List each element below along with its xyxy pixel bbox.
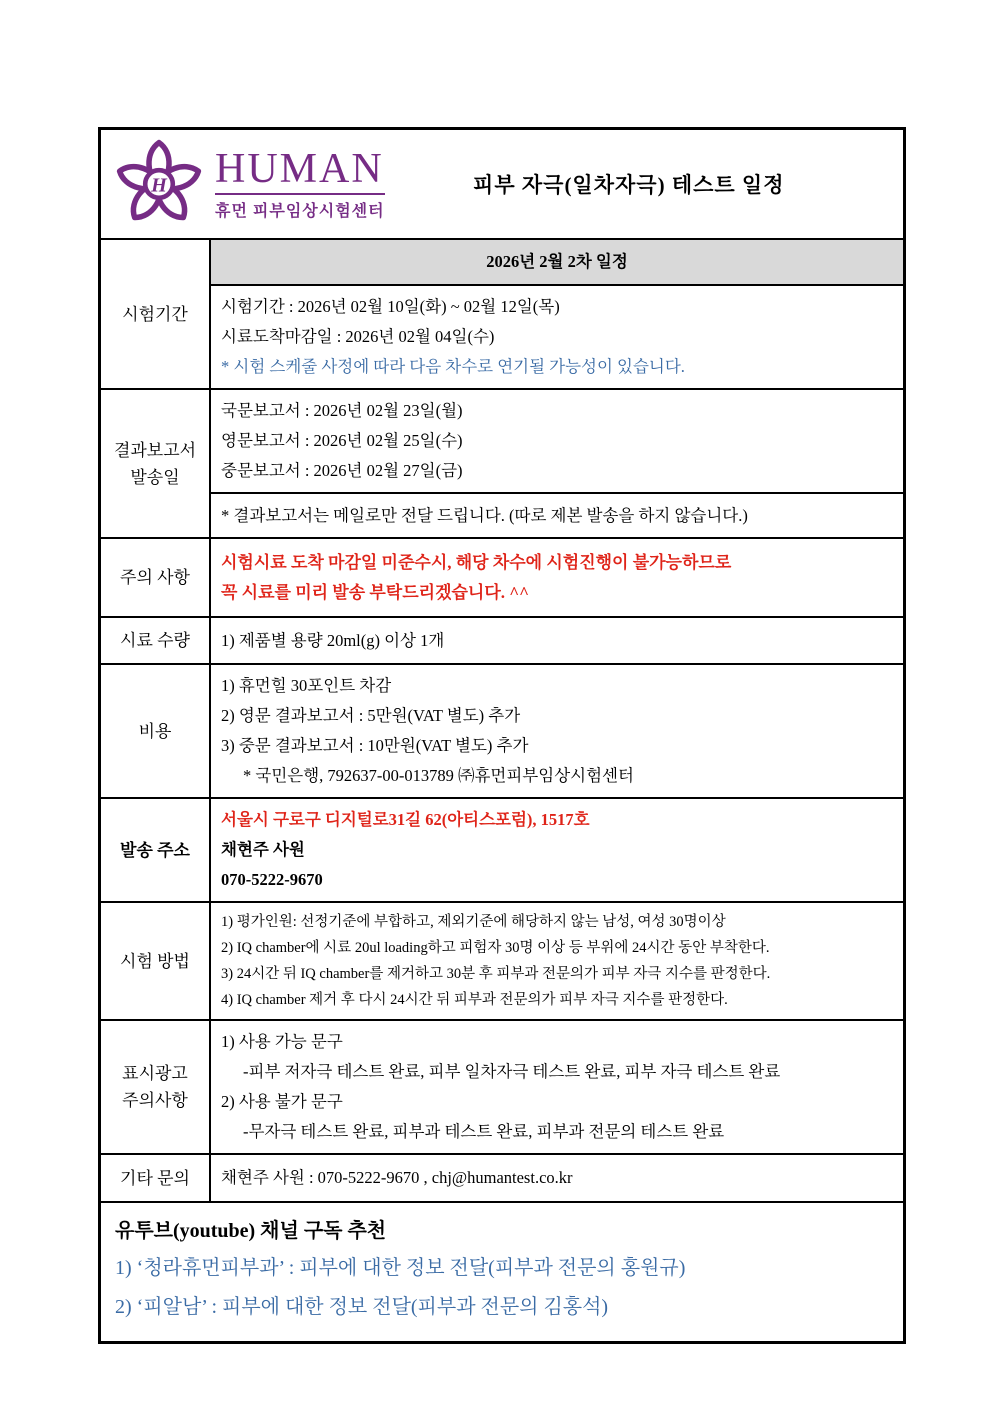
row-content [211, 1155, 903, 1201]
row-label-line: 기타 문의 [120, 1168, 190, 1188]
table-row [101, 1155, 903, 1203]
row-content [211, 799, 903, 901]
row-cell [211, 665, 903, 797]
text-line: -무자극 테스트 완료, 피부과 테스트 완료, 피부과 전문의 테스트 완료 [243, 1122, 725, 1141]
page-title: 피부 자극(일차자극) 테스트 일정 [473, 173, 785, 197]
text-line: 070-5222-9670 [221, 870, 323, 889]
youtube-channel-1: 1) ‘청라휴먼피부과’ : 피부에 대한 정보 전달(피부과 전문의 홍원규) [115, 1257, 686, 1279]
row-label [101, 240, 211, 388]
text-line: 시료도착마감일 : 2026년 02월 04일(수) [221, 327, 495, 346]
text-line: 시험시료 도착 마감일 미준수시, 해당 차수에 시험진행이 불가능하므로 [221, 552, 732, 572]
row-content [211, 390, 903, 537]
text-line: 서울시 구로구 디지털로31길 62(아티스포럼), 1517호 [221, 810, 590, 829]
text-line: * 시험 스케줄 사정에 따라 다음 차수로 연기될 가능성이 있습니다. [221, 357, 685, 376]
table-row [101, 618, 903, 665]
row-label [101, 903, 211, 1019]
row-content [211, 1021, 903, 1153]
brand-name: HUMAN [215, 146, 384, 192]
row-content [211, 618, 903, 663]
brand-subtitle: 휴먼 피부임상시험센터 [215, 193, 385, 221]
row-label [101, 390, 211, 537]
youtube-recommendation [101, 1203, 903, 1341]
table-row [101, 903, 903, 1021]
table-row [101, 539, 903, 618]
text-line: 1) 제품별 용량 20ml(g) 이상 1개 [221, 630, 445, 650]
row-label [101, 1021, 211, 1153]
text-line: 4) IQ chamber 제거 후 다시 24시간 뒤 피부과 전문의가 피부 자극 지수를 판정한다. [221, 992, 728, 1008]
logo-text [215, 147, 385, 221]
row-cell [211, 1155, 903, 1201]
row-cell [211, 284, 903, 388]
table-row [101, 665, 903, 799]
text-line: 1) 사용 가능 문구 [221, 1032, 343, 1051]
row-cell [211, 492, 903, 537]
row-label-line: 시험 방법 [120, 951, 190, 971]
text-line: 2026년 2월 2차 일정 [486, 252, 628, 271]
row-cell [211, 799, 903, 901]
text-line: 영문보고서 : 2026년 02월 25일(수) [221, 431, 463, 450]
table-row [101, 1021, 903, 1155]
row-label-line: 주의 사항 [120, 568, 190, 587]
text-line: 2) 사용 불가 문구 [221, 1092, 343, 1111]
row-content [211, 665, 903, 797]
row-cell [211, 903, 903, 1019]
row-label [101, 1155, 211, 1201]
text-line: -피부 저자극 테스트 완료, 피부 일차자극 테스트 완료, 피부 자극 테스트 완료 [243, 1062, 781, 1081]
row-label [101, 618, 211, 663]
svg-text:H: H [151, 174, 167, 197]
text-line: 국문보고서 : 2026년 02월 23일(월) [221, 401, 463, 420]
text-line: * 국민은행, 792637-00-013789 ㈜휴먼피부임상시험센터 [243, 766, 634, 785]
text-line: 시험기간 : 2026년 02월 10일(화) ~ 02월 12일(목) [221, 297, 560, 316]
youtube-channel-2: 2) ‘피알남’ : 피부에 대한 정보 전달(피부과 전문의 김홍석) [115, 1296, 609, 1318]
row-label-line: 표시광고 [122, 1064, 188, 1083]
text-line: * 결과보고서는 메일로만 전달 드립니다. (따로 제본 발송을 하지 않습니다.) [221, 505, 748, 525]
row-cell [211, 539, 903, 616]
text-line: 1) 휴먼힐 30포인트 차감 [221, 676, 392, 695]
schedule-table [101, 240, 903, 1203]
row-label-line: 주의사항 [122, 1091, 188, 1110]
row-cell [211, 618, 903, 663]
text-line: 2) 영문 결과보고서 : 5만원(VAT 별도) 추가 [221, 706, 521, 725]
text-line: 2) IQ chamber에 시료 20ul loading하고 피험자 30명 이상 등 부위에 24시간 동안 부착한다. [221, 940, 770, 956]
row-cell [211, 1021, 903, 1153]
row-label-line: 비용 [138, 721, 172, 741]
row-label [101, 799, 211, 901]
text-line: 1) 평가인원: 선정기준에 부합하고, 제외기준에 해당하지 않는 남성, 여성 30명이상 [221, 914, 726, 930]
text-line: 중문보고서 : 2026년 02월 27일(금) [221, 461, 463, 480]
text-line: 채현주 사원 [221, 840, 305, 859]
human-logo [101, 138, 385, 230]
row-content [211, 903, 903, 1019]
row-label-line: 시험기간 [122, 304, 188, 324]
row-label-line: 결과보고서 [113, 440, 197, 460]
schedule-banner [211, 240, 903, 284]
table-row [101, 240, 903, 390]
row-label [101, 665, 211, 797]
flower-icon [113, 138, 205, 230]
row-content [211, 539, 903, 616]
document-header [101, 130, 903, 240]
text-line: 꼭 시료를 미리 발송 부탁드리겠습니다. ^^ [221, 582, 530, 602]
row-label [101, 539, 211, 616]
schedule-document [98, 127, 906, 1344]
row-content [211, 240, 903, 388]
text-line: 3) 중문 결과보고서 : 10만원(VAT 별도) 추가 [221, 736, 529, 755]
row-cell [211, 390, 903, 492]
row-label-line: 발송일 [130, 467, 180, 487]
youtube-section-title: 유투브(youtube) 채널 구독 추천 [115, 1220, 387, 1242]
text-line: 채현주 사원 : 070-5222-9670 , chj@humantest.co.kr [221, 1168, 573, 1187]
text-line: 3) 24시간 뒤 IQ chamber를 제거하고 30분 후 피부과 전문의가 피부 자극 지수를 판정한다. [221, 966, 771, 982]
table-row [101, 390, 903, 539]
row-label-line: 시료 수량 [120, 631, 190, 650]
table-row [101, 799, 903, 903]
row-label-line: 발송 주소 [120, 840, 190, 860]
